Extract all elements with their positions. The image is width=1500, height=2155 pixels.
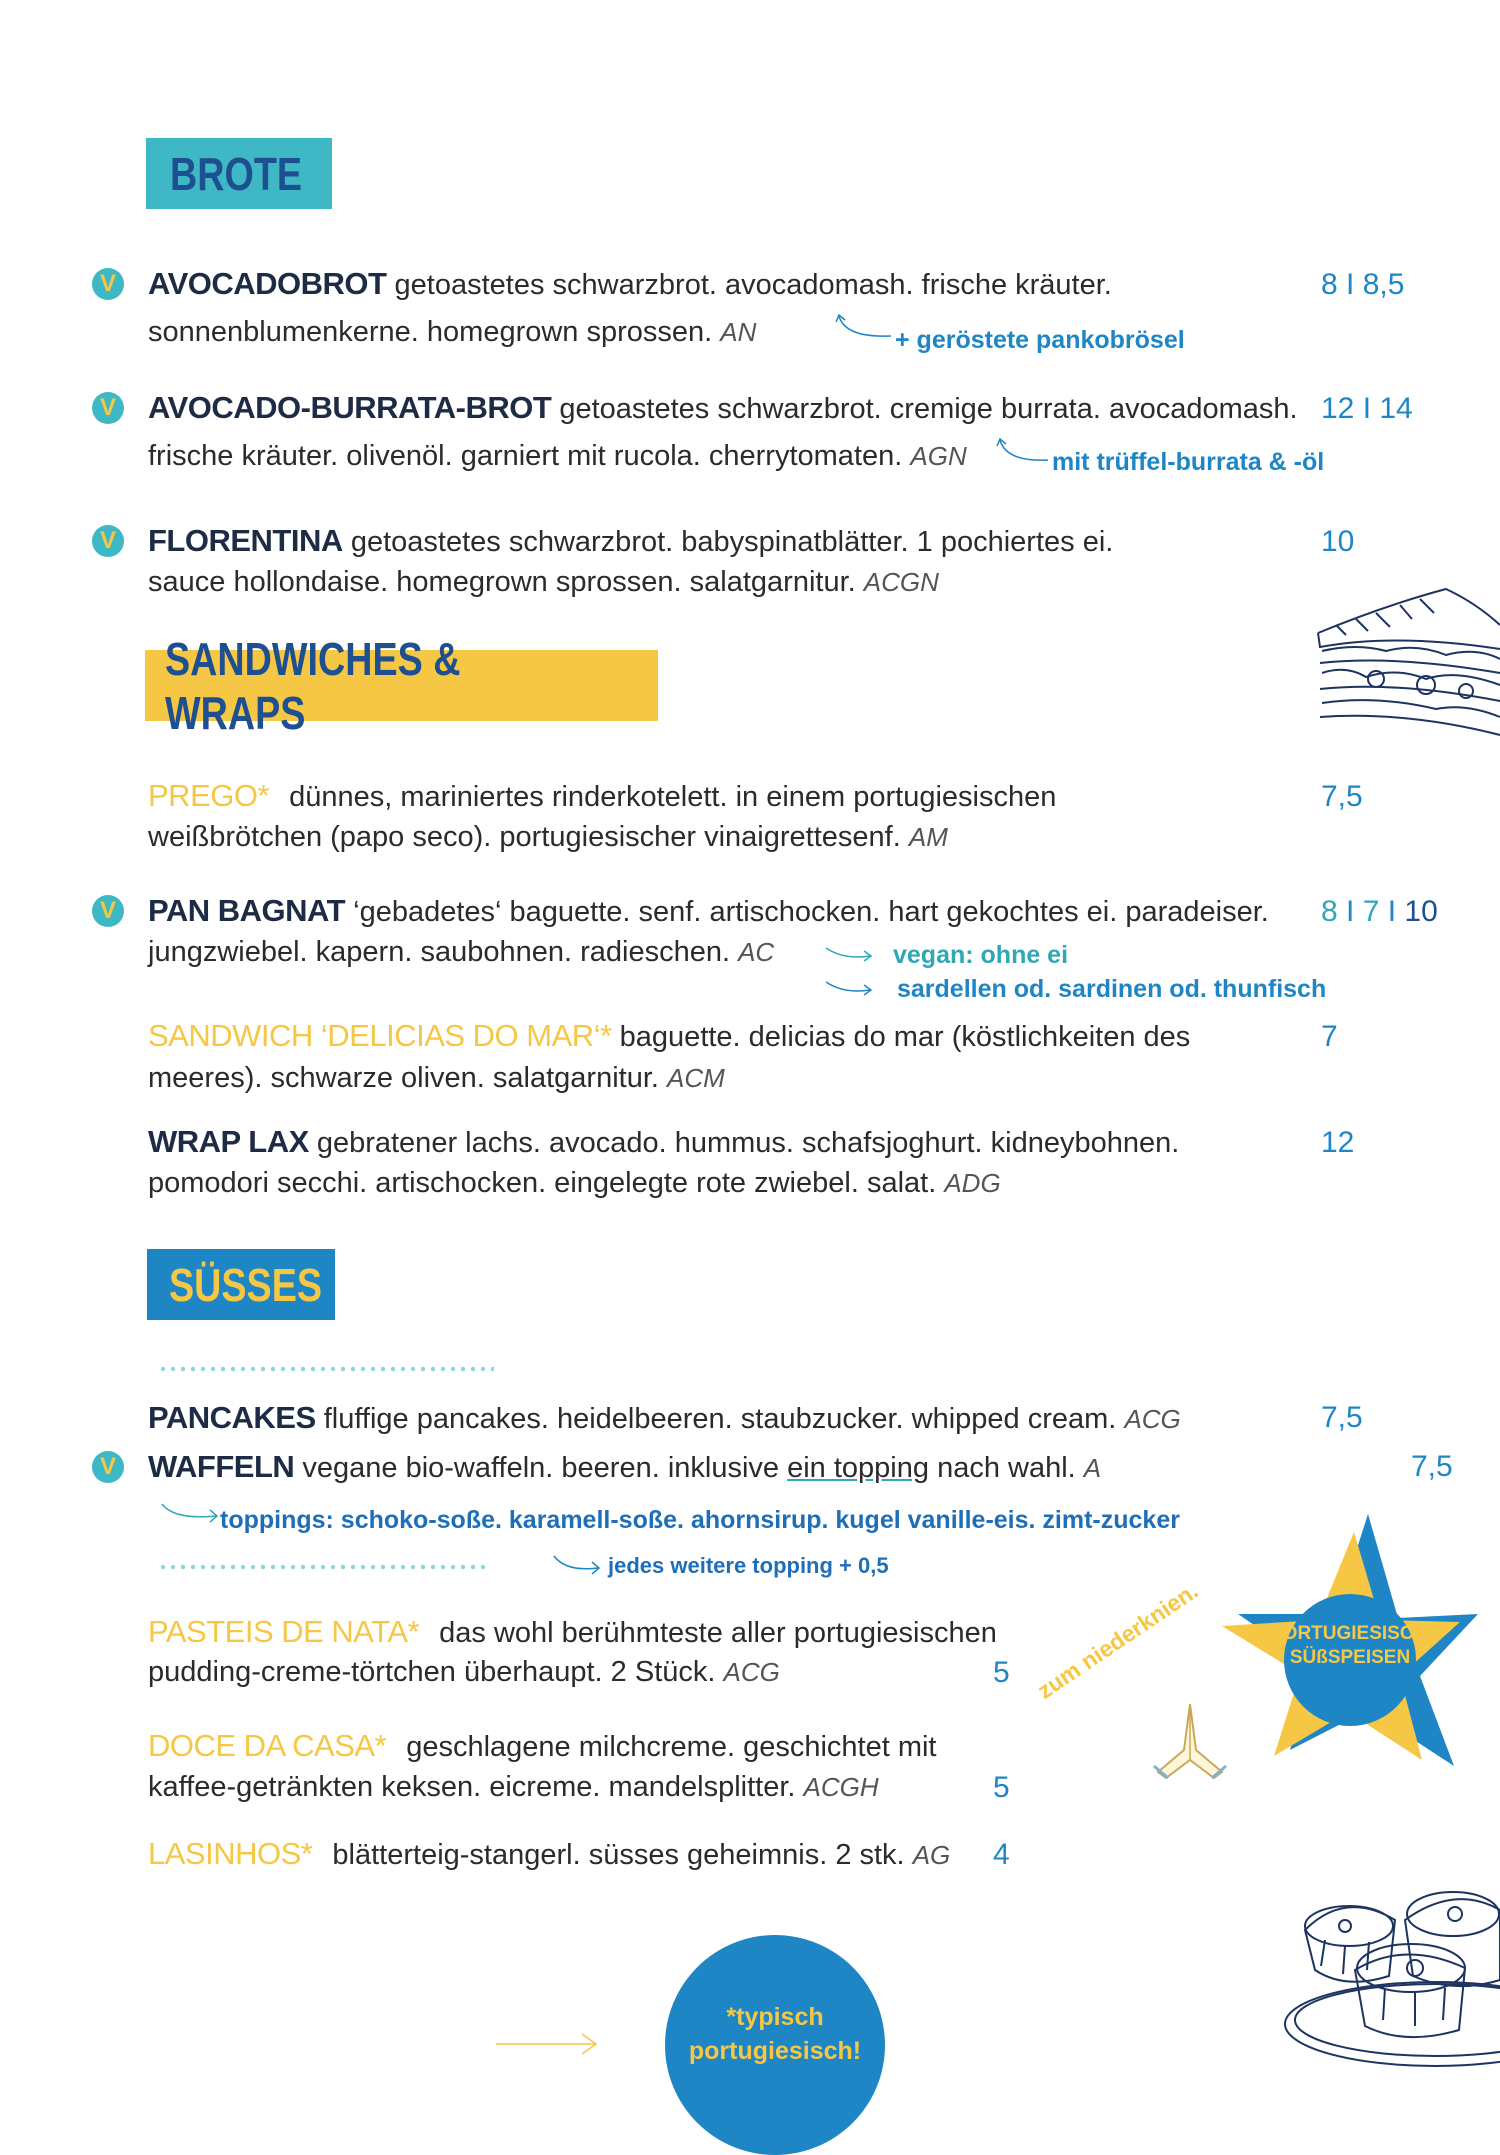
note-jedes-weitere-topping: jedes weitere topping + 0,5 <box>608 1553 889 1578</box>
note-vegan-ohne-ei: vegan: ohne ei <box>893 941 1069 969</box>
item-name: PAN BAGNAT <box>148 893 346 928</box>
item-name: SANDWICH ‘DELICIAS DO MAR‘* <box>148 1018 612 1053</box>
item-name: PREGO* <box>148 778 270 813</box>
praying-hands-icon <box>1148 1700 1232 1780</box>
allergen-codes: ACG <box>1124 1404 1181 1434</box>
menu-item-pan-bagnat <box>148 893 1269 929</box>
item-description: getoastetes schwarzbrot. babyspinatblätter. 1 pochiertes ei. <box>350 526 1114 558</box>
price: 4 <box>993 1838 1010 1871</box>
menu-item-waffeln: WAFFELN vegane bio-waffeln. beeren. inklusive ein topping nach wahl. A <box>148 1449 1102 1484</box>
item-description: getoastetes schwarzbrot. cremige burrata. avocadomash. <box>559 393 1298 425</box>
allergen-codes: ACG <box>723 1657 780 1687</box>
menu-item-description-line: meeres). schwarze oliven. salatgarnitur. ACM <box>148 1062 725 1094</box>
menu-item-description-line: frische kräuter. olivenöl. garniert mit rucola. cherrytomaten. AGN <box>148 440 967 472</box>
underlined-topping: ein topping <box>787 1452 930 1484</box>
item-name: LASINHOS* <box>148 1836 313 1871</box>
section-title-suesses: SÜSSES <box>147 1249 335 1320</box>
price: 5 <box>993 1656 1010 1689</box>
note-toppings: toppings: schoko-soße. karamell-soße. ahornsirup. kugel vanille-eis. zimt-zucker <box>220 1506 1180 1534</box>
menu-item-lasinhos <box>148 1836 950 1872</box>
allergen-codes: AGN <box>910 441 967 471</box>
note-sardellen: sardellen od. sardinen od. thunfisch <box>897 975 1327 1003</box>
vegan-badge-icon: V <box>92 268 124 300</box>
star-badge-text: PORTUGIESISCHE SÜßSPEISEN <box>1270 1623 1440 1668</box>
menu-item-sandwich-delicias-do-mar <box>148 1018 1190 1054</box>
dotted-divider <box>158 1564 490 1570</box>
section-title-sandwiches-wraps: SANDWICHES & WRAPS <box>145 650 658 721</box>
menu-item-description-line: kaffee-getränkten keksen. eicreme. mandelsplitter. ACGH <box>148 1771 879 1803</box>
arrow-icon <box>835 312 895 342</box>
pastel-de-nata-illustration <box>1285 1870 1500 2060</box>
item-name: PASTEIS DE NATA* <box>148 1614 420 1649</box>
price: 12 I 14 <box>1321 392 1413 425</box>
vegan-badge-icon: V <box>92 1451 124 1483</box>
arrow-icon <box>996 436 1052 466</box>
arrow-icon <box>824 944 874 964</box>
menu-item-avocado-burrata-brot <box>148 390 1298 426</box>
allergen-codes: ACGN <box>863 567 939 597</box>
menu-item-prego <box>148 778 1056 814</box>
item-description: blätterteig-stangerl. süsses geheimnis. 2 stk. <box>332 1839 905 1871</box>
item-name: AVOCADOBROT <box>148 266 387 301</box>
menu-item-description-line: pomodori secchi. artischocken. eingelegte rote zwiebel. salat. ADG <box>148 1167 1001 1199</box>
sandwich-illustration <box>1316 585 1500 755</box>
price: 7 <box>1321 1020 1338 1053</box>
menu-item-pancakes <box>148 1400 1181 1436</box>
arrow-icon <box>552 1552 602 1578</box>
item-description: gebratener lachs. avocado. hummus. schafsjoghurt. kidneybohnen. <box>316 1127 1180 1159</box>
price: 12 <box>1321 1126 1355 1159</box>
arrow-icon <box>494 2028 604 2058</box>
menu-item-description-line: jungzwiebel. kapern. saubohnen. radieschen. AC <box>148 936 775 968</box>
allergen-codes: AM <box>908 822 948 852</box>
price: 7,5 <box>1321 780 1363 813</box>
price: 7,5 <box>1321 1401 1363 1434</box>
vegan-badge-icon: V <box>92 525 124 557</box>
allergen-codes: ACGH <box>803 1772 879 1802</box>
menu-item-description-line: weißbrötchen (papo seco). portugiesischer vinaigrettesenf. AM <box>148 821 948 853</box>
allergen-codes: AG <box>912 1840 951 1870</box>
item-name: WRAP LAX <box>148 1124 309 1159</box>
price: 8 I 7 I 10 <box>1321 895 1438 928</box>
allergen-codes: ADG <box>944 1168 1001 1198</box>
kneel-note: zum niederknien. <box>1032 1577 1203 1704</box>
vegan-badge-icon: V <box>92 392 124 424</box>
item-description: fluffige pancakes. heidelbeeren. staubzucker. whipped cream. <box>323 1403 1117 1435</box>
item-name: DOCE DA CASA* <box>148 1728 387 1763</box>
item-description: ‘gebadetes‘ baguette. senf. artischocken. hart gekochtes ei. paradeiser. <box>353 896 1269 928</box>
dotted-divider <box>158 1366 494 1372</box>
allergen-codes: AC <box>738 937 775 967</box>
allergen-codes: AN <box>720 317 757 347</box>
section-title-brote: BROTE <box>146 138 332 209</box>
price: 8 I 8,5 <box>1321 268 1405 301</box>
allergen-codes: ACM <box>667 1063 725 1093</box>
item-description: geschlagene milchcreme. geschichtet mit <box>406 1731 937 1763</box>
menu-item-wrap-lax <box>148 1124 1179 1160</box>
menu-item-avocadobrot <box>148 266 1112 302</box>
item-description: getoastetes schwarzbrot. avocadomash. frische kräuter. <box>394 269 1112 301</box>
menu-item-description-line: pudding-creme-törtchen überhaupt. 2 Stück. ACG <box>148 1656 780 1688</box>
arrow-icon <box>160 1500 220 1526</box>
allergen-codes: A <box>1083 1453 1102 1483</box>
arrow-icon <box>824 978 874 998</box>
note-trueffel-burrata: mit trüffel-burrata & -öl <box>1052 448 1325 476</box>
item-description: dünnes, mariniertes rinderkotelett. in einem portugiesischen <box>289 781 1057 813</box>
item-name: AVOCADO-BURRATA-BROT <box>148 390 552 425</box>
menu-item-doce-da-casa <box>148 1728 937 1764</box>
note-pankobroesel: + geröstete pankobrösel <box>895 326 1185 354</box>
item-name: FLORENTINA <box>148 523 343 558</box>
price: 5 <box>993 1771 1010 1804</box>
item-description: das wohl berühmteste aller portugiesischen <box>439 1617 997 1649</box>
typisch-portugiesisch-text: *typisch portugiesisch! <box>688 2003 862 2065</box>
menu-item-florentina <box>148 523 1113 559</box>
item-name: WAFFELN <box>148 1449 295 1484</box>
menu-item-pasteis-de-nata <box>148 1614 997 1650</box>
item-name: PANCAKES <box>148 1400 316 1435</box>
item-description: baguette. delicias do mar (köstlichkeiten des <box>619 1021 1191 1053</box>
price: 10 <box>1321 525 1355 558</box>
item-description: vegane bio-waffeln. beeren. inklusive <box>302 1452 780 1484</box>
price: 7,5 <box>1411 1450 1453 1483</box>
vegan-badge-icon: V <box>92 895 124 927</box>
menu-item-description-line: sauce hollondaise. homegrown sprossen. salatgarnitur. ACGN <box>148 566 939 598</box>
menu-item-description-line: sonnenblumenkerne. homegrown sprossen. AN <box>148 316 757 348</box>
